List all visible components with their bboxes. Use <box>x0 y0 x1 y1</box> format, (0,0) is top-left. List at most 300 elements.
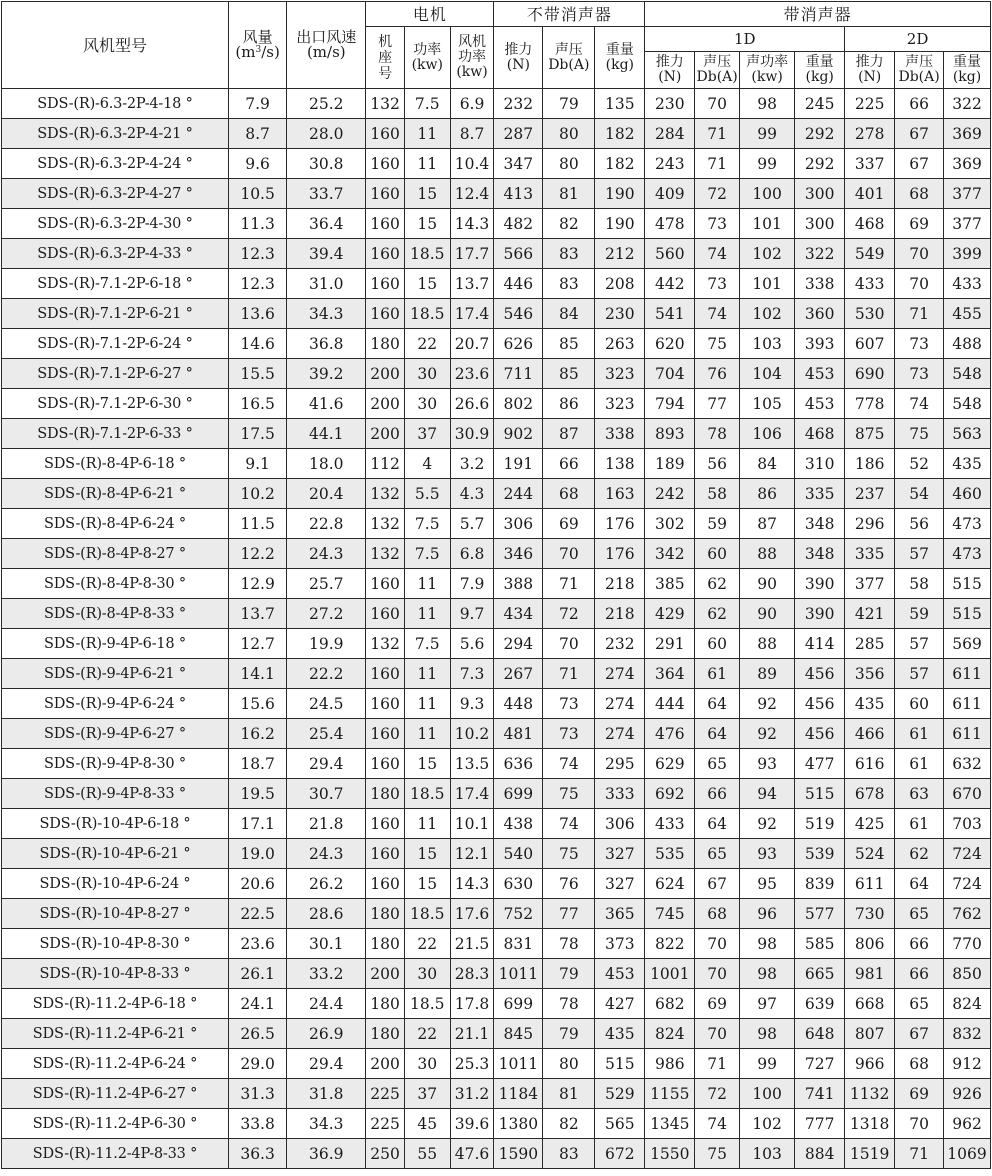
cell-outlet-speed: 39.4 <box>287 239 366 269</box>
header-sound-pressure: 声压 Db(A) <box>543 27 595 89</box>
cell-sound-pressure: 75 <box>543 779 595 809</box>
header-motor: 电机 <box>366 2 494 27</box>
cell-outlet-speed: 31.0 <box>287 269 366 299</box>
cell-model: SDS-(R)-9-4P-6-24 ° <box>2 689 229 719</box>
cell-2d-sound-pressure: 61 <box>895 719 944 749</box>
cell-power: 11 <box>404 809 450 839</box>
cell-1d-sound-power: 99 <box>740 119 795 149</box>
cell-2d-weight: 369 <box>944 119 991 149</box>
cell-thrust: 232 <box>494 89 543 119</box>
header-2d-weight: 重量 (kg) <box>944 52 991 89</box>
cell-1d-sound-pressure: 70 <box>695 929 740 959</box>
cell-2d-weight: 703 <box>944 809 991 839</box>
cell-2d-thrust: 335 <box>845 539 895 569</box>
cell-fan-power: 14.3 <box>450 869 494 899</box>
cell-weight: 138 <box>595 449 645 479</box>
table-row <box>2 419 991 449</box>
cell-2d-sound-pressure: 70 <box>895 269 944 299</box>
cell-2d-weight: 962 <box>944 1109 991 1139</box>
cell-fan-power: 20.7 <box>450 329 494 359</box>
cell-airflow: 36.3 <box>228 1139 286 1169</box>
cell-2d-sound-pressure: 70 <box>895 239 944 269</box>
table-row <box>2 719 991 749</box>
cell-1d-sound-pressure: 73 <box>695 269 740 299</box>
cell-2d-sound-pressure: 61 <box>895 809 944 839</box>
cell-power: 15 <box>404 209 450 239</box>
cell-2d-weight: 611 <box>944 659 991 689</box>
cell-weight: 327 <box>595 839 645 869</box>
cell-frame-no: 200 <box>366 1049 405 1079</box>
cell-1d-thrust: 986 <box>645 1049 695 1079</box>
cell-2d-sound-pressure: 64 <box>895 869 944 899</box>
cell-weight: 435 <box>595 1019 645 1049</box>
cell-sound-pressure: 73 <box>543 719 595 749</box>
cell-1d-weight: 414 <box>795 629 845 659</box>
table-row <box>2 1139 991 1169</box>
cell-2d-weight: 611 <box>944 719 991 749</box>
cell-2d-thrust: 225 <box>845 89 895 119</box>
cell-1d-weight: 292 <box>795 149 845 179</box>
cell-1d-sound-power: 98 <box>740 959 795 989</box>
cell-airflow: 33.8 <box>228 1109 286 1139</box>
table-row <box>2 239 991 269</box>
cell-1d-weight: 477 <box>795 749 845 779</box>
cell-model: SDS-(R)-9-4P-8-30 ° <box>2 749 229 779</box>
cell-model: SDS-(R)-6.3-2P-4-18 ° <box>2 89 229 119</box>
cell-fan-power: 6.9 <box>450 89 494 119</box>
cell-thrust: 802 <box>494 389 543 419</box>
cell-frame-no: 180 <box>366 1019 405 1049</box>
cell-sound-pressure: 80 <box>543 149 595 179</box>
cell-airflow: 11.3 <box>228 209 286 239</box>
cell-1d-sound-pressure: 74 <box>695 1109 740 1139</box>
cell-2d-thrust: 778 <box>845 389 895 419</box>
table-row <box>2 749 991 779</box>
cell-thrust: 1011 <box>494 1049 543 1079</box>
cell-frame-no: 180 <box>366 929 405 959</box>
cell-1d-weight: 292 <box>795 119 845 149</box>
cell-2d-sound-pressure: 66 <box>895 959 944 989</box>
cell-fan-power: 7.9 <box>450 569 494 599</box>
cell-1d-thrust: 535 <box>645 839 695 869</box>
cell-fan-power: 12.1 <box>450 839 494 869</box>
cell-2d-sound-pressure: 74 <box>895 389 944 419</box>
cell-outlet-speed: 20.4 <box>287 479 366 509</box>
cell-sound-pressure: 83 <box>543 1139 595 1169</box>
cell-2d-thrust: 530 <box>845 299 895 329</box>
cell-airflow: 16.5 <box>228 389 286 419</box>
cell-fan-power: 3.2 <box>450 449 494 479</box>
cell-power: 11 <box>404 149 450 179</box>
cell-outlet-speed: 19.9 <box>287 629 366 659</box>
cell-2d-thrust: 186 <box>845 449 895 479</box>
cell-fan-power: 17.8 <box>450 989 494 1019</box>
cell-2d-weight: 473 <box>944 539 991 569</box>
header-power: 功率 (kw) <box>404 27 450 89</box>
cell-1d-sound-power: 92 <box>740 719 795 749</box>
header-outlet-speed: 出口风速 (m/s) <box>287 2 366 89</box>
cell-sound-pressure: 74 <box>543 749 595 779</box>
cell-power: 30 <box>404 1049 450 1079</box>
cell-2d-sound-pressure: 73 <box>895 359 944 389</box>
cell-outlet-speed: 27.2 <box>287 599 366 629</box>
table-header <box>2 2 991 89</box>
cell-1d-weight: 300 <box>795 179 845 209</box>
header-frame-no: 机座号 <box>366 27 405 89</box>
cell-sound-pressure: 72 <box>543 599 595 629</box>
header-2d-sound-pressure: 声压 Db(A) <box>895 52 944 89</box>
cell-2d-sound-pressure: 67 <box>895 119 944 149</box>
cell-sound-pressure: 79 <box>543 89 595 119</box>
cell-thrust: 630 <box>494 869 543 899</box>
cell-outlet-speed: 31.8 <box>287 1079 366 1109</box>
cell-1d-sound-power: 86 <box>740 479 795 509</box>
cell-1d-sound-power: 104 <box>740 359 795 389</box>
table-row <box>2 179 991 209</box>
header-model: 风机型号 <box>2 2 229 89</box>
cell-1d-sound-power: 92 <box>740 809 795 839</box>
cell-2d-sound-pressure: 57 <box>895 629 944 659</box>
cell-1d-sound-power: 89 <box>740 659 795 689</box>
cell-weight: 274 <box>595 659 645 689</box>
cell-1d-sound-pressure: 60 <box>695 629 740 659</box>
cell-2d-weight: 488 <box>944 329 991 359</box>
cell-power: 37 <box>404 1079 450 1109</box>
cell-1d-thrust: 629 <box>645 749 695 779</box>
cell-model: SDS-(R)-7.1-2P-6-33 ° <box>2 419 229 449</box>
cell-1d-sound-power: 106 <box>740 419 795 449</box>
cell-2d-thrust: 435 <box>845 689 895 719</box>
cell-frame-no: 160 <box>366 659 405 689</box>
cell-1d-sound-pressure: 64 <box>695 689 740 719</box>
cell-outlet-speed: 18.0 <box>287 449 366 479</box>
cell-fan-power: 13.5 <box>450 749 494 779</box>
cell-2d-thrust: 1318 <box>845 1109 895 1139</box>
cell-1d-weight: 648 <box>795 1019 845 1049</box>
cell-fan-power: 17.7 <box>450 239 494 269</box>
cell-power: 18.5 <box>404 299 450 329</box>
cell-2d-sound-pressure: 52 <box>895 449 944 479</box>
cell-airflow: 18.7 <box>228 749 286 779</box>
cell-frame-no: 180 <box>366 899 405 929</box>
cell-1d-thrust: 478 <box>645 209 695 239</box>
cell-2d-thrust: 966 <box>845 1049 895 1079</box>
cell-airflow: 12.3 <box>228 269 286 299</box>
cell-1d-weight: 515 <box>795 779 845 809</box>
cell-1d-sound-pressure: 76 <box>695 359 740 389</box>
cell-power: 11 <box>404 719 450 749</box>
cell-1d-thrust: 243 <box>645 149 695 179</box>
cell-thrust: 699 <box>494 779 543 809</box>
cell-thrust: 413 <box>494 179 543 209</box>
cell-thrust: 636 <box>494 749 543 779</box>
cell-power: 18.5 <box>404 239 450 269</box>
cell-outlet-speed: 24.3 <box>287 839 366 869</box>
cell-weight: 190 <box>595 179 645 209</box>
cell-outlet-speed: 34.3 <box>287 299 366 329</box>
cell-1d-weight: 245 <box>795 89 845 119</box>
cell-power: 7.5 <box>404 89 450 119</box>
cell-airflow: 19.0 <box>228 839 286 869</box>
cell-frame-no: 250 <box>366 1139 405 1169</box>
cell-1d-weight: 335 <box>795 479 845 509</box>
cell-fan-power: 23.6 <box>450 359 494 389</box>
table-row <box>2 89 991 119</box>
cell-airflow: 8.7 <box>228 119 286 149</box>
cell-frame-no: 160 <box>366 719 405 749</box>
cell-outlet-speed: 44.1 <box>287 419 366 449</box>
cell-weight: 182 <box>595 149 645 179</box>
cell-airflow: 12.3 <box>228 239 286 269</box>
table-row <box>2 929 991 959</box>
cell-1d-sound-power: 105 <box>740 389 795 419</box>
cell-2d-sound-pressure: 59 <box>895 599 944 629</box>
fan-spec-table <box>1 1 991 1169</box>
cell-airflow: 15.5 <box>228 359 286 389</box>
cell-power: 7.5 <box>404 629 450 659</box>
cell-sound-pressure: 70 <box>543 539 595 569</box>
cell-fan-power: 13.7 <box>450 269 494 299</box>
cell-1d-weight: 393 <box>795 329 845 359</box>
cell-1d-thrust: 704 <box>645 359 695 389</box>
cell-frame-no: 160 <box>366 119 405 149</box>
cell-2d-weight: 515 <box>944 599 991 629</box>
cell-outlet-speed: 28.0 <box>287 119 366 149</box>
cell-1d-sound-power: 98 <box>740 929 795 959</box>
cell-power: 7.5 <box>404 539 450 569</box>
cell-airflow: 13.6 <box>228 299 286 329</box>
cell-2d-sound-pressure: 68 <box>895 179 944 209</box>
cell-sound-pressure: 85 <box>543 359 595 389</box>
cell-sound-pressure: 85 <box>543 329 595 359</box>
cell-1d-sound-power: 102 <box>740 1109 795 1139</box>
cell-1d-sound-power: 93 <box>740 749 795 779</box>
cell-1d-sound-pressure: 68 <box>695 899 740 929</box>
cell-2d-thrust: 278 <box>845 119 895 149</box>
cell-power: 55 <box>404 1139 450 1169</box>
cell-1d-sound-pressure: 64 <box>695 719 740 749</box>
cell-frame-no: 180 <box>366 989 405 1019</box>
cell-1d-sound-power: 100 <box>740 1079 795 1109</box>
cell-frame-no: 132 <box>366 629 405 659</box>
cell-outlet-speed: 25.4 <box>287 719 366 749</box>
cell-power: 11 <box>404 689 450 719</box>
cell-1d-thrust: 476 <box>645 719 695 749</box>
cell-1d-sound-power: 96 <box>740 899 795 929</box>
cell-fan-power: 14.3 <box>450 209 494 239</box>
cell-model: SDS-(R)-7.1-2P-6-24 ° <box>2 329 229 359</box>
cell-power: 15 <box>404 179 450 209</box>
cell-outlet-speed: 26.2 <box>287 869 366 899</box>
cell-airflow: 9.6 <box>228 149 286 179</box>
cell-1d-weight: 390 <box>795 569 845 599</box>
table-row <box>2 1019 991 1049</box>
cell-outlet-speed: 21.8 <box>287 809 366 839</box>
cell-sound-pressure: 80 <box>543 119 595 149</box>
cell-model: SDS-(R)-10-4P-6-18 ° <box>2 809 229 839</box>
cell-sound-pressure: 83 <box>543 269 595 299</box>
table-row <box>2 569 991 599</box>
cell-1d-thrust: 429 <box>645 599 695 629</box>
cell-2d-sound-pressure: 67 <box>895 149 944 179</box>
cell-1d-weight: 453 <box>795 389 845 419</box>
cell-sound-pressure: 73 <box>543 689 595 719</box>
cell-1d-weight: 322 <box>795 239 845 269</box>
table-row <box>2 449 991 479</box>
cell-2d-thrust: 285 <box>845 629 895 659</box>
cell-fan-power: 10.2 <box>450 719 494 749</box>
cell-thrust: 626 <box>494 329 543 359</box>
cell-weight: 274 <box>595 719 645 749</box>
cell-2d-weight: 563 <box>944 419 991 449</box>
cell-sound-pressure: 81 <box>543 179 595 209</box>
cell-model: SDS-(R)-6.3-2P-4-27 ° <box>2 179 229 209</box>
table-row <box>2 269 991 299</box>
cell-frame-no: 225 <box>366 1109 405 1139</box>
table-row <box>2 779 991 809</box>
cell-fan-power: 8.7 <box>450 119 494 149</box>
cell-2d-sound-pressure: 62 <box>895 839 944 869</box>
cell-1d-sound-power: 97 <box>740 989 795 1019</box>
cell-2d-sound-pressure: 69 <box>895 1079 944 1109</box>
cell-model: SDS-(R)-8-4P-6-24 ° <box>2 509 229 539</box>
cell-2d-weight: 850 <box>944 959 991 989</box>
cell-model: SDS-(R)-7.1-2P-6-27 ° <box>2 359 229 389</box>
cell-thrust: 1380 <box>494 1109 543 1139</box>
cell-1d-sound-power: 99 <box>740 149 795 179</box>
cell-1d-sound-power: 99 <box>740 1049 795 1079</box>
cell-1d-weight: 348 <box>795 509 845 539</box>
cell-thrust: 699 <box>494 989 543 1019</box>
cell-1d-sound-power: 94 <box>740 779 795 809</box>
cell-2d-weight: 369 <box>944 149 991 179</box>
table-row <box>2 1109 991 1139</box>
cell-fan-power: 28.3 <box>450 959 494 989</box>
cell-thrust: 1011 <box>494 959 543 989</box>
cell-2d-thrust: 377 <box>845 569 895 599</box>
cell-2d-sound-pressure: 54 <box>895 479 944 509</box>
cell-thrust: 566 <box>494 239 543 269</box>
cell-fan-power: 5.7 <box>450 509 494 539</box>
cell-1d-weight: 519 <box>795 809 845 839</box>
cell-power: 4 <box>404 449 450 479</box>
cell-airflow: 7.9 <box>228 89 286 119</box>
cell-power: 18.5 <box>404 899 450 929</box>
cell-fan-power: 25.3 <box>450 1049 494 1079</box>
cell-model: SDS-(R)-8-4P-8-33 ° <box>2 599 229 629</box>
table-row <box>2 959 991 989</box>
cell-sound-pressure: 79 <box>543 959 595 989</box>
cell-sound-pressure: 81 <box>543 1079 595 1109</box>
cell-2d-thrust: 401 <box>845 179 895 209</box>
cell-1d-sound-pressure: 74 <box>695 299 740 329</box>
cell-1d-thrust: 444 <box>645 689 695 719</box>
cell-fan-power: 17.6 <box>450 899 494 929</box>
cell-1d-weight: 727 <box>795 1049 845 1079</box>
cell-1d-sound-power: 102 <box>740 299 795 329</box>
table-row <box>2 1079 991 1109</box>
table-row <box>2 689 991 719</box>
cell-outlet-speed: 39.2 <box>287 359 366 389</box>
cell-power: 37 <box>404 419 450 449</box>
cell-fan-power: 5.6 <box>450 629 494 659</box>
cell-model: SDS-(R)-10-4P-8-30 ° <box>2 929 229 959</box>
cell-thrust: 540 <box>494 839 543 869</box>
cell-power: 15 <box>404 869 450 899</box>
cell-outlet-speed: 33.7 <box>287 179 366 209</box>
cell-fan-power: 31.2 <box>450 1079 494 1109</box>
cell-airflow: 26.1 <box>228 959 286 989</box>
cell-outlet-speed: 30.1 <box>287 929 366 959</box>
cell-sound-pressure: 71 <box>543 659 595 689</box>
cell-1d-thrust: 189 <box>645 449 695 479</box>
cell-2d-sound-pressure: 57 <box>895 539 944 569</box>
cell-airflow: 14.6 <box>228 329 286 359</box>
cell-sound-pressure: 79 <box>543 1019 595 1049</box>
cell-model: SDS-(R)-11.2-4P-6-18 ° <box>2 989 229 1019</box>
cell-1d-sound-pressure: 65 <box>695 749 740 779</box>
cell-weight: 323 <box>595 389 645 419</box>
cell-2d-weight: 435 <box>944 449 991 479</box>
cell-1d-thrust: 692 <box>645 779 695 809</box>
cell-thrust: 347 <box>494 149 543 179</box>
cell-sound-pressure: 78 <box>543 989 595 1019</box>
cell-fan-power: 30.9 <box>450 419 494 449</box>
cell-weight: 208 <box>595 269 645 299</box>
cell-frame-no: 160 <box>366 839 405 869</box>
cell-2d-thrust: 468 <box>845 209 895 239</box>
header-2d: 2D <box>845 27 991 52</box>
cell-1d-thrust: 1345 <box>645 1109 695 1139</box>
cell-1d-sound-pressure: 62 <box>695 599 740 629</box>
cell-outlet-speed: 41.6 <box>287 389 366 419</box>
cell-1d-weight: 456 <box>795 719 845 749</box>
cell-1d-thrust: 620 <box>645 329 695 359</box>
cell-2d-sound-pressure: 65 <box>895 989 944 1019</box>
table-row <box>2 809 991 839</box>
cell-1d-weight: 300 <box>795 209 845 239</box>
cell-weight: 295 <box>595 749 645 779</box>
cell-sound-pressure: 75 <box>543 839 595 869</box>
cell-1d-weight: 539 <box>795 839 845 869</box>
cell-2d-thrust: 237 <box>845 479 895 509</box>
cell-1d-sound-pressure: 67 <box>695 869 740 899</box>
cell-outlet-speed: 33.2 <box>287 959 366 989</box>
cell-1d-sound-power: 101 <box>740 209 795 239</box>
cell-1d-thrust: 433 <box>645 809 695 839</box>
table-row <box>2 599 991 629</box>
cell-fan-power: 6.8 <box>450 539 494 569</box>
cell-weight: 327 <box>595 869 645 899</box>
cell-outlet-speed: 34.3 <box>287 1109 366 1139</box>
cell-2d-sound-pressure: 75 <box>895 419 944 449</box>
cell-2d-thrust: 1519 <box>845 1139 895 1169</box>
cell-airflow: 9.1 <box>228 449 286 479</box>
cell-outlet-speed: 36.9 <box>287 1139 366 1169</box>
cell-outlet-speed: 36.8 <box>287 329 366 359</box>
cell-2d-thrust: 678 <box>845 779 895 809</box>
cell-2d-sound-pressure: 70 <box>895 1109 944 1139</box>
cell-1d-sound-power: 84 <box>740 449 795 479</box>
cell-weight: 338 <box>595 419 645 449</box>
cell-sound-pressure: 82 <box>543 1109 595 1139</box>
cell-1d-weight: 777 <box>795 1109 845 1139</box>
cell-frame-no: 132 <box>366 539 405 569</box>
table-row <box>2 509 991 539</box>
cell-1d-thrust: 624 <box>645 869 695 899</box>
cell-model: SDS-(R)-8-4P-8-30 ° <box>2 569 229 599</box>
cell-2d-thrust: 690 <box>845 359 895 389</box>
